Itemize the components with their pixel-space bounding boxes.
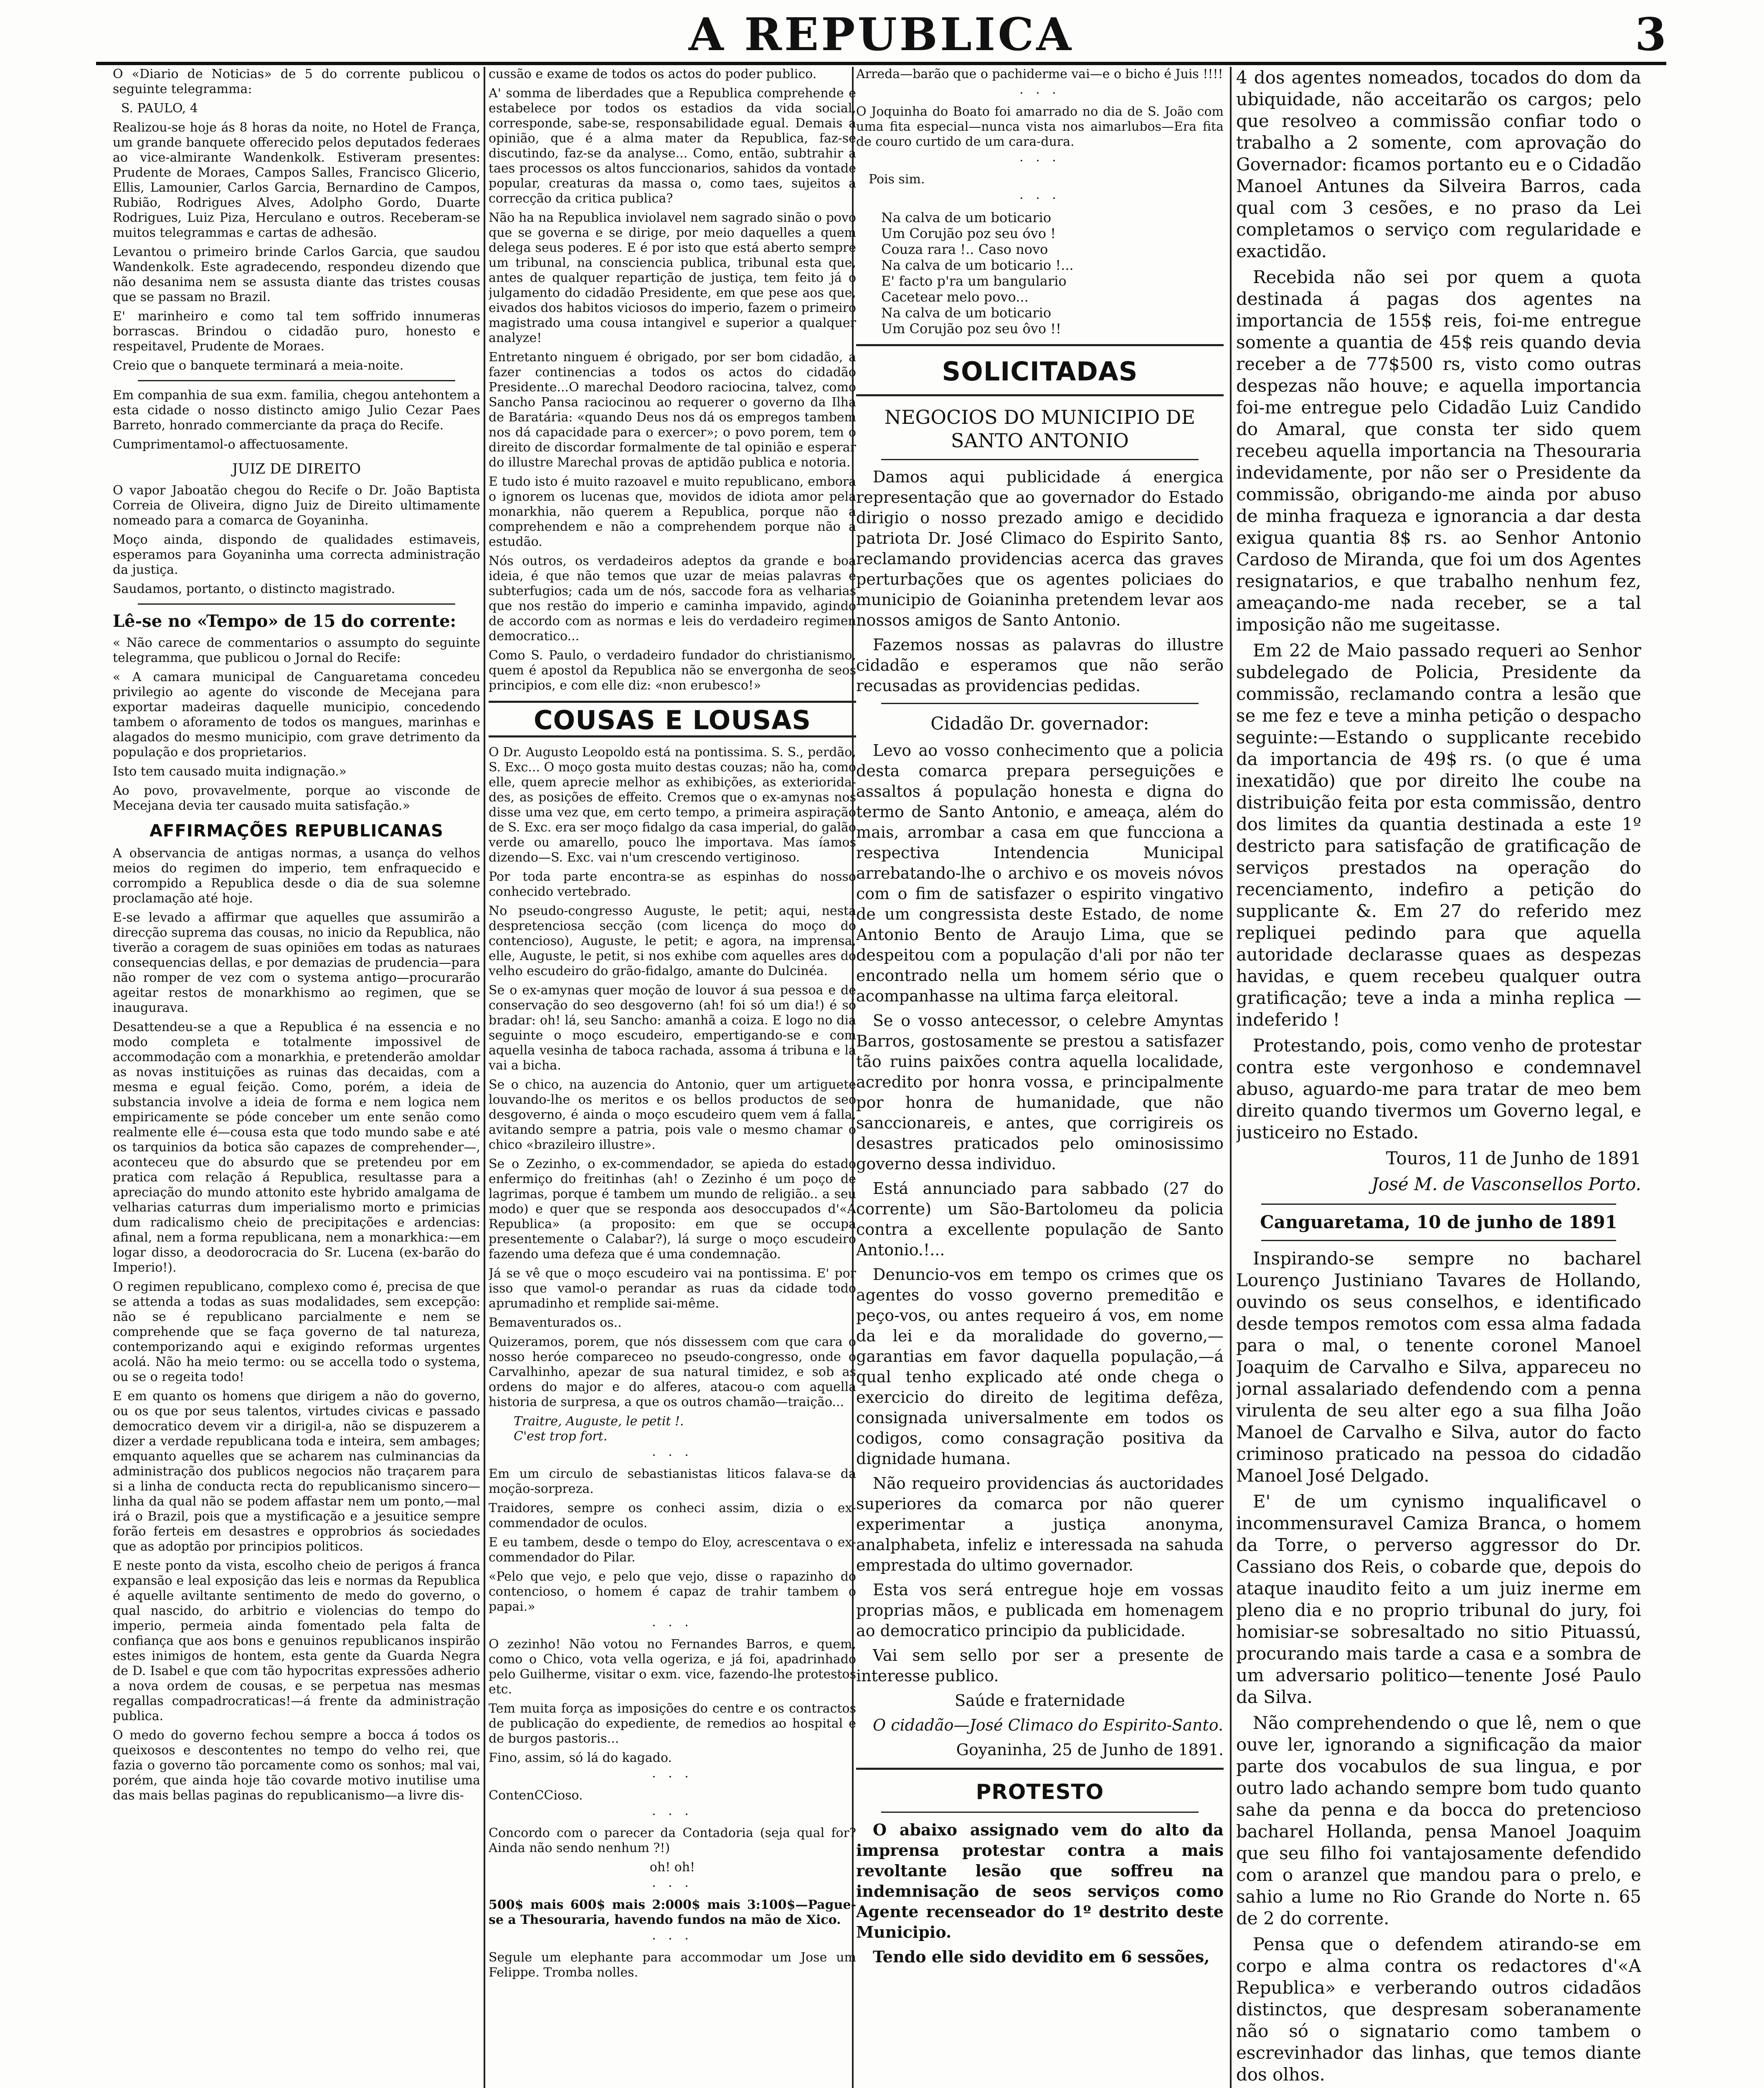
separator-dots: · · · [652, 1770, 693, 1784]
article-paragraph: 4 dos agentes nomeados, tocados do dom da ubiquidade, não acceitarão os cargos; pelo que resolveo a commissão confiar todo o trabalho a 2 somente, com aprovação do Governador: ficamos portanto eu e o Cidadão Manoel Antunes da Silveira Barros, cada qual com 3 cesões, e no praso da Lei completamos o serviço com regularidade e exactidão. [1236, 67, 1641, 261]
article-paragraph: Se o ex-amynas quer moção de louvor á sua pessoa e de conservação do seo desgoverno (ah! foi só um dia!) é só bradar: oh! lá, seu Sancho: amanhã a coiza. E logo no dia seguinte o moço escudeiro, empertigando-se e com aquella vesinha de taboca rachada, assoma á tribuna e lá vai a bicha. [489, 983, 856, 1073]
separator-dots: · · · [652, 1619, 693, 1633]
article-paragraph: Concordo com o parecer da Contadoria (seja qual for? Ainda não sendo nenhum ?!) [489, 1826, 856, 1855]
article-paragraph: Tem muita força as imposições do centre e os contractos de publicação do expediente, de remedios ao hospital e de burgos pastoris... [489, 1701, 856, 1746]
article-paragraph: Isto tem causado muita indignação.» [113, 764, 347, 779]
article-paragraph: Traitre, Auguste, le petit !. C'est trop fort. [514, 1414, 684, 1444]
dateline: Touros, 11 de Junho de 1891 [1386, 1148, 1641, 1168]
masthead-rule [96, 62, 1666, 65]
column-1 [113, 67, 480, 2088]
masthead [96, 8, 1666, 67]
separator-dots: · · · [1019, 154, 1060, 168]
verse-line: E' facto p'ra um bangulario [881, 273, 1067, 289]
section-heading-solicitadas: SOLICITADAS [942, 356, 1138, 387]
verse-line: Na calva de um boticario [881, 210, 1052, 226]
column-4 [1236, 67, 1641, 2088]
article-paragraph: E eu tambem, desde o tempo do Eloy, acrescentava o ex-commendador do Pilar. [489, 1535, 856, 1565]
article-paragraph: Realizou-se hoje ás 8 horas da noite, no Hotel de França, um grande banquete offerecido pelos deputados federaes ao vice-almirante Wandenkolk. Estiveram presentes: Prudente de Moraes, Campos Salles, Francisco Glicerio, Ellis, Lamounier, Carlos Garcia, Bernardino de Campos, Rubião, Rodrigues Alves, Adolpho Gordo, Duarte Rodrigues, Luiz Piza, Herculano e outros. Receberam-se muitos telegrammas e cartas de adhesão. [113, 120, 480, 240]
article-paragraph: E' marinheiro e como tal tem soffrido innumeras borrascas. Brindou o cidadão puro, honesto e respeitavel, Prudente de Moraes. [113, 309, 480, 354]
verse-line: Um Corujão poz seu óvo ! [881, 226, 1056, 241]
article-paragraph: Ao povo, provavelmente, porque ao visconde de Mecejana devia ter causado muita satisfação.» [113, 783, 480, 813]
verse-block [856, 210, 1224, 337]
separator-dots: · · · [652, 1879, 693, 1894]
article-paragraph: A' somma de liberdades que a Republica comprehende e estabelece por todos os estadios da vida social, corresponde, sabe-se, responsabilidade egual. Demais a opinião, que é a alma mater da Republica, faz-se discutindo, faz-se da analyse... Como, então, subtrahir a taes processos os altos funccionarios, sahidos da vontade popular, creaturas da massa o, como taes, sujeitos a correcção da critica publica? [489, 86, 856, 206]
article-paragraph: Em companhia de sua exm. familia, chegou antehontem a esta cidade o nosso distincto amigo Julio Cezar Paes Barreto, honrado commerciante da praça do Recife. [113, 388, 480, 433]
article-paragraph: Recebida não sei por quem a quota destinada á pagas dos agentes na importancia de 155$ reis, foi-me entregue somente a quantia de 45$ reis quando devia receber a de 77$500 rs, visto como outras despezas não houve; e aquella importancia foi-me entregue pelo Cidadão Luiz Candido do Amaral, que consta ter sido quem recebeu aquella importancia na Thesouraria indevidamente, por não ser o Presidente da commissão, obrigando-me ainda por abuso de minha fraqueza e ignorancia a dar desta exigua quantia 8$ rs. ao Senhor Antonio Cardoso de Miranda, que foi um dos Agentes resignatarios, e que trabalho nenhum fez, ameaçando-me nada receber, se a tal imposição não me sugeitasse. [1236, 267, 1641, 635]
article-paragraph: O zezinho! Não votou no Fernandes Barros, e quem, como o Chico, vota vella ogeriza, e já foi, apadrinhado pelo Guilherme, visitar o exm. vice, fazendo-lhe protestos etc. [489, 1637, 856, 1697]
article-paragraph: Damos aqui publicidade á energica representação que ao governador do Estado dirigio o nosso prezado amigo e decidido patriota Dr. José Climaco do Espirito Santo, reclamando providencias acerca das graves perturbações que os agentes policiaes do municipio de Goianinha pretendem levar aos nossos amigos de Santo Antonio. [856, 468, 1224, 629]
article-paragraph: Cumprimentamol-o affectuosamente. [113, 437, 349, 452]
signature: O cidadão—José Climaco do Espirito-Santo. [873, 1716, 1224, 1734]
article-paragraph: cussão e exame de todos os actos do poder publico. [489, 67, 817, 81]
section-rule [881, 459, 1199, 460]
section-rule [138, 380, 455, 381]
article-paragraph: Fazemos nossas as palavras do illustre cidadão e esperamos que não serão recusadas as providencias pedidas. [856, 636, 1224, 695]
article-paragraph: E' de um cynismo inqualificavel o incommensuravel Camiza Branca, o homem da Torre, o perverso aggressor do Dr. Cassiano dos Reis, o cobarde que, depois do ataque inaudito feito a um juiz inerme em pleno dia e no proprio tribunal do jury, foi homisiar-se sobresaltado no sitio Pituassú, procurando mais tarde a casa e a sombra de um adversario politico—tenente José Paulo da Silva. [1236, 1491, 1641, 1707]
separator-dots: · · · [652, 1807, 693, 1822]
verse-line: Um Corujão poz seu ôvo !! [881, 321, 1061, 337]
article-paragraph: Por toda parte encontra-se as espinhas do nosso conhecido vertebrado. [489, 869, 856, 899]
article-paragraph: O vapor Jaboatão chegou do Recife o Dr. João Baptista Correia de Oliveira, digno Juiz de Direito ultimamente nomeado para a comarca de Goyaninha. [113, 483, 480, 528]
article-paragraph: Tendo elle sido devidito em 6 sessões, [873, 1947, 1210, 1966]
section-rule [881, 1812, 1199, 1813]
article-paragraph: O regimen republicano, complexo como é, precisa de que se attenda a todas as suas modalidades, sem excepção: não se é republicano parcialmente e nem se comprehende que se faça governo de tal natureza, contemporizando aqui e exigindo reformas urgentes acolá. Não ha meio termo: ou se accella todo o systema, ou se o regeita todo! [113, 1280, 480, 1384]
article-paragraph: Denuncio-vos em tempo os crimes que os agentes do vosso governo premeditão e peço-vos, ou antes requeiro á vos, em nome da lei e da moralidade do governo,—garantias em favor daquella população,—á qual tenho explicado até onde chega o exercicio do direito de legitima defêza, consignada universalmente em todos os codigos, como consagração positiva da dignidade humana. [856, 1265, 1224, 1468]
section-rule [1261, 1204, 1616, 1205]
article-paragraph: O «Diario de Noticias» de 5 do corrente publicou o seguinte telegramma: [113, 67, 480, 96]
section-rule [856, 1768, 1224, 1770]
separator-dots: · · · [1019, 191, 1060, 206]
verse-line: Cacetear melo povo... [881, 289, 1029, 305]
article-paragraph: E tudo isto é muito razoavel e muito republicano, embora o ignorem os lucenas que, movidos de idiota amor pela monarkhia, não querem a Republica, porque não a comprehendem e não a comprehendem porque não a estudão. [489, 474, 856, 549]
article-paragraph: Se o Zezinho, o ex-commendador, se apieda do estado enfermiço do freitinhas (ah! o Zezinho é um poço de lagrimas, porque é tambem um mundo de religião.. a seu modo) e quer que se responda aos desoccupados d'«A Republica» (a proposito: em que se occupa presentemente o Calabar?), lá surge o moço escudeiro fazendo uma defeza que é uma condemnação. [489, 1157, 856, 1262]
newspaper-title: A REPUBLICA [688, 8, 1074, 61]
salutation: Cidadão Dr. governador: [930, 713, 1149, 734]
separator-dots: · · · [652, 1448, 693, 1463]
article-paragraph: E neste ponto da vista, escolho cheio de perigos á franca expansão e leal exposição das leis e normas da Republica é aquelle aviltante sentimento de medo do governo, o qual nascido, do arbitrio e violencias do tempo do imperio, permeia ainda fomentado pela falta de confiança que aos bons e genuinos republicanos inspirão estes inimigos de hontem, esta gente da Guarda Negra de D. Isabel e que com tão hypocritas expressões adherio a nova ordem de cousas, e se perpetua nas mesmas regallas compadrocraticas!—á frente da administração publica. [113, 1558, 480, 1723]
article-paragraph: Não comprehendendo o que lê, nem o que ouve ler, ignorando a significação da maior parte dos vocabulos de sua lingua, e por outro lado achando sempre bom tudo quanto sahe da penna e da bocca do pretencioso bacharel Hollanda, pensa Manoel Joaquim que seu filho foi vantajosamente defendido com o aranzel que mandou para o prelo, e sahio a lume no Rio Grande do Norte n. 65 de 2 do corrente. [1236, 1713, 1641, 1928]
article-paragraph: Não requeiro providencias ás auctoridades superiores da comarca por não querer experimentar a justiça anonyma, analphabeta, infeliz e interessada na sahuda emprestada do ultimo governador. [856, 1474, 1224, 1574]
article-paragraph: « Não carece de commentarios o assumpto do seguinte telegramma, que publicou o Jornal do Recife: [113, 636, 480, 665]
column-3 [856, 67, 1224, 2088]
dateline: Canguaretama, 10 de junho de 1891 [1260, 1212, 1617, 1232]
verse-line: Couza rara !.. Caso novo [881, 241, 1048, 257]
section-heading-protesto: PROTESTO [976, 1780, 1104, 1804]
article-paragraph: Em 22 de Maio passado requeri ao Senhor subdelegado de Policia, Presidente da commissão, reclamando contra a lesão que se me fez e teve a minha petição o despacho seguinte:—Estando o supplicante recebido da importancia de 49$ rs. (o que é uma inexatidão) que por direito lhe coube na distribuição feita por esta commissão, dentro dos limites da quantia destinada a este 1º destricto para satisfação de gratificação de serviços prestados na operação do recenciamento, indefiro a petição do supplicante &. Em 27 do referido mez repliquei pedindo para que aquella autoridade declarasse quaes as despezas havidas, e quem recebeu qualquer outra gratificação; teve a inda a minha replica —indeferido ! [1236, 640, 1641, 1030]
dateline: S. PAULO, 4 [121, 101, 198, 116]
article-paragraph: Quizeramos, porem, que nós dissessem com que cara o nosso heróe compareceo no pseudo-congresso, onde o Carvalhinho, apezar de sua natural timidez, e sob as ordens do major e do alferes, atacou-o com aquella historia de surpresa, a que os outros chamão—traição... [489, 1335, 856, 1409]
article-paragraph: «Pelo que vejo, e pelo que vejo, disse o rapazinho do contencioso, o homem é capaz de trahir tambem o papai.» [489, 1569, 856, 1614]
section-heading-negocios: NEGOCIOS DO MUNICIPIO DE SANTO ANTONIO [884, 406, 1196, 452]
article-paragraph: E-se levado a affirmar que aquelles que assumirão a direcção suprema das cousas, no inicio da Republica, não tiverão a coragem de suas opiniões em todas as naturaes consequencias dellas, e por demazias de prudencia—para não romper de vez com o systema antigo—procurarão ageitar restos de monarkhismo ao regimen, que se inaugurava. [113, 910, 480, 1015]
section-rule [138, 603, 455, 605]
article-paragraph: No pseudo-congresso Auguste, le petit; aqui, nesta despretenciosa secção (com licença do moço do contencioso), Auguste, le petit; e agora, na imprensa, elle, Auguste, le petit, si nos exhibe com aquelles ares do velho escudeiro do grão-fidalgo, amante do Dulcinéa. [489, 904, 856, 978]
article-paragraph: Esta vos será entregue hoje em vossas proprias mãos, e publicada em homenagem ao democratico principio da publicidade. [856, 1581, 1224, 1640]
signature: José M. de Vasconsellos Porto. [1371, 1174, 1641, 1194]
article-paragraph: Protestando, pois, como venho de protestar contra este vergonhoso e condemnavel abuso, aguardo-me para tratar de meo bem direito quando tivermos um Governo legal, e justiceiro no Estado. [1236, 1035, 1641, 1143]
section-heading-cousas-e-lousas: COUSAS E LOUSAS [533, 705, 811, 735]
article-paragraph: Pois sim. [869, 172, 925, 187]
page-number: 3 [1635, 8, 1666, 61]
verse-line: Na calva de um boticario !... [881, 257, 1074, 273]
article-paragraph: Levo ao vosso conhecimento que a policia desta comarca prepara perseguições e assaltos á população honesta e digna do termo de Santo Antonio, e ameaça, além do mais, arrombar a casa em que funcciona a respectiva Intendencia Municipal arrebatando-lhe o archivo e os moveis nóvos com o fim de satisfazer o espirito vingativo de um congressista deste Estado, de nome Antonio Bento de Araujo Lima, que se despeitou com a população d'ali por não ter encontrado nella um homem sério que o acompanhasse na ultima farça eleitoral. [856, 741, 1224, 1005]
dateline: Goyaninha, 25 de Junho de 1891. [956, 1741, 1224, 1759]
article-paragraph: O Joquinha do Boato foi amarrado no dia de S. João com uma fita especial—nunca vista nos aimarlubos—Era fita de couro curtido de um cara-dura. [856, 104, 1224, 149]
article-lead: Lê-se no «Tempo» de 15 do corrente: [113, 611, 456, 631]
section-heading-affirmacoes: AFFIRMAÇÕES REPUBLICANAS [150, 821, 444, 841]
section-heading-juiz-de-direito: JUIZ DE DIREITO [232, 461, 361, 477]
article-paragraph: Vai sem sello por ser a presente de interesse publico. [856, 1646, 1224, 1685]
article-paragraph: Entretanto ninguem é obrigado, por ser bom cidadão, a fazer continencias a todos os actos do cidadão Presidente...O marechal Deodoro raciocina, talvez, como Sancho Pansa raciocinou ao requerer o governo da Ilha de Baratária: «quando Deus nos dá os empregos tambem nos dá capacidade para o exercer»; o povo porem, tem o direito de discordar formalmente de tal opinião e esperar do illustre Marechal provas de aptidão publica e notoria. [489, 350, 856, 470]
article-paragraph: Creio que o banquete terminará a meia-noite. [113, 358, 404, 373]
article-paragraph: A observancia de antigas normas, a usança do velhos meios do regimen do imperio, tem enfraquecido e corrompido a Republica desde o dia de sua solemne proclamação até hoje. [113, 846, 480, 906]
article-paragraph: Pensa que o defendem atirando-se em corpo e alma contra os redactores d'«A Republica» e verberando outros cidadãos distinctos, que despresam soberanamente não só o signatario como tambem o escrevinhador das linhas, que temos diante dos olhos. [1236, 1934, 1641, 2085]
section-rule [856, 344, 1224, 346]
article-paragraph: Já se vê que o moço escudeiro vai na pontissima. E' por isso que vamol-o perandar as ruas da cidade todo aprumadinho et remplide sai-même. [489, 1266, 856, 1311]
article-paragraph: 500$ mais 600$ mais 2:000$ mais 3:100$—Pague-se a Thesouraria, havendo fundos na mão de Xico. [489, 1898, 856, 1927]
article-paragraph: Nós outros, os verdadeiros adeptos da grande e boa ideia, é que não temos que uzar de meias palavras e subterfugios; cada um de nós, saccode fora as velharias que nos restão do imperio e caminha impavido, agindo de accordo com as normas e leis do verdadeiro regimen democratico... [489, 554, 856, 644]
article-paragraph: Segule um elephante para accommodar um Jose um Felippe. Tromba nolles. [489, 1950, 856, 1980]
article-paragraph: oh! oh! [649, 1860, 695, 1875]
column-divider [1230, 67, 1232, 2088]
closing: Saúde e fraternidade [955, 1691, 1125, 1710]
article-paragraph: Bemaventurados os.. [489, 1315, 622, 1330]
section-rule [489, 735, 856, 737]
article-paragraph: Arreda—barão que o pachiderme vai—e o bicho é Juis !!!! [856, 67, 1223, 81]
article-paragraph: Saudamos, portanto, o distincto magistrado. [113, 582, 395, 596]
article-paragraph: « A camara municipal de Canguaretama concedeu privilegio ao agente do visconde de Mecejana para exportar madeiras daquelle municipio, concedendo tambem o aforamento de todos os mangues, marinhas e alagados do mesmo municipio, com grave detrimento da população e dos proprietarios. [113, 670, 480, 760]
article-paragraph: ContenCCioso. [489, 1788, 583, 1803]
article-paragraph: Está annunciado para sabbado (27 do corrente) um São-Bartolomeu da policia contra a excellente população de Santo Antonio.!... [856, 1179, 1224, 1259]
separator-dots: · · · [652, 1932, 693, 1946]
article-paragraph: Se o vosso antecessor, o celebre Amyntas Barros, gostosamente se prestou a satisfazer tão ruins paixões contra aquella localidade, acredito por honra vossa, e principalmente por honra de humanidade, que não sanccionareis, e antes, que corrigireis os desastres praticados pelo ominosissimo governo dessa individuo. [856, 1011, 1224, 1173]
article-paragraph: O medo do governo fechou sempre a bocca á todos os queixosos e descontentes no tempo do velho rei, que fazia o governo tão porcamente como os sonhos; mal vai, porém, que ainda hoje tão covarde motivo inutilise uma das mais bellas paginas do republicanismo—a livre dis- [113, 1728, 480, 1803]
article-paragraph: Traidores, sempre os conheci assim, dizia o ex-commendador de oculos. [489, 1501, 856, 1531]
article-paragraph: Moço ainda, dispondo de qualidades estimaveis, esperamos para Goyaninha uma correcta administração da justiça. [113, 532, 480, 577]
section-rule [489, 701, 856, 703]
column-divider [484, 67, 485, 2088]
article-paragraph: Não ha na Republica inviolavel nem sagrado sinão o povo que se governa e se dirige, por meio daquelles a quem delega seus poderes. E é por isto que está aberto sempre um tribunal, na consciencia publica, tribunal esta que, antes de qualquer repartição de justiça, tem feito já o julgamento do cidadão Presidente, em que pese aos que, eivados dos habitos viciosos do imperio, fazem o primeiro magistrado uma cousa intangivel e superior a qualquer analyze! [489, 210, 856, 345]
article-paragraph: Fino, assim, só lá do kagado. [489, 1751, 672, 1765]
article-paragraph: Em um circulo de sebastianistas liticos falava-se da moção-sorpreza. [489, 1467, 856, 1496]
article-paragraph: E em quanto os homens que dirigem a não do governo, ou os que por seus talentos, virtudes civicas e passado democratico devem vir a dirigil-a, não se dispuzerem a dizer a verdade republicana toda e inteira, sem ambages; emquanto aquelles que se acharem nas culminancias da administração dos publicos negocios não traçarem para si a linha de conducta recta do republicanismo sincero—linha da qual não se podem affastar nem um ponto,—mal irá o Brazil, pois que a mystificação e a jesuitice sempre forão ferteis em desastres e opprobrios ás sociedades que as adoptão por principios politicos. [113, 1389, 480, 1554]
section-rule [1261, 1240, 1616, 1241]
verse-line: Na calva de um boticario [881, 305, 1052, 321]
article-paragraph: Levantou o primeiro brinde Carlos Garcia, que saudou Wandenkolk. Este agradecendo, respondeu dizendo que não desanima nem se assusta diante das tristes cousas que se passam no Brazil. [113, 245, 480, 304]
article-paragraph: O abaixo assignado vem do alto da imprensa protestar contra a mais revoltante lesão que soffreu na indemnisação de seos serviços como Agente recenseador do 1º destrito deste Municipio. [856, 1820, 1224, 1941]
article-paragraph: O Dr. Augusto Leopoldo está na pontissima. S. S., perdão, S. Exc... O moço gosta muito destas couzas; não ha, como elle, quem aprecie melhor as exhibições, as exteriorida-des, as posições de effeito. Cremos que o ex-amynas nos disse uma vez que, em certo tempo, a primeira aspiração de S. Exc. era ser moço fidalgo da casa imperial, do galão verde ou amarello, pouco lhe importava. Mas íamos dizendo—S. Exc. vai n'um crescendo vertiginoso. [489, 745, 856, 865]
separator-dots: · · · [1019, 86, 1060, 101]
article-paragraph: Inspirando-se sempre no bacharel Lourenço Justiniano Tavares de Hollando, ouvindo os seus conselhos, e identificado desde tempos remotos com essa alma fadada para o mal, o tenente coronel Manoel Joaquim de Carvalho e Silva, appareceu no jornal assalariado defendendo com a penna virulenta de seu alter ego a sua filha João Manoel de Carvalho e Silva, autor do facto criminoso praticado na pessoa do cidadão Manoel José Delgado. [1236, 1248, 1641, 1486]
section-rule [881, 703, 1199, 704]
article-paragraph: Como S. Paulo, o verdadeiro fundador do christianismo, quem é apostol da Republica não se envergonha de seos principios, e com elle diz: «non erubesco!» [489, 648, 856, 693]
section-rule [856, 394, 1224, 396]
article-paragraph: Desattendeu-se a que a Republica é na essencia e no modo completa e totalmente impossivel de accommodação com a monarkhia, e pretenderão amoldar as novas instituições as ruinas das decaidas, com a mesma e egual feição. Como, porém, a ideia de substancia involve a ideia de forma e nem logica nem empiricamente se póde conceber um ente senão como realmente elle é—cousa esta que todo mundo sabe e até os tarquinios da botica são capazes de comprehender—, aconteceu que do absurdo que se pretendeu por em pratica com relação á Republica, resultasse para a apreciação do mundo attonito este hybrido amalgama de velharias caturras dum imperialismo morto e primicias dum radicalismo cheio de precipitações e ardencias: afinal, nem a forma republicana, nem a monarkhica:—em logar disso, a deodorocracia do Sr. Lucena (ex-barão do Imperio!). [113, 1020, 480, 1275]
column-2 [489, 67, 856, 2088]
article-paragraph: Se o chico, na auzencia do Antonio, quer um artiguete louvando-lhe os meritos e os bellos productos de seo desgoverno, é ainda o moço escudeiro quem vem á falla, avitando sempre a patria, pois vale o mesmo chamar o chico «brazileiro illustre». [489, 1077, 856, 1152]
